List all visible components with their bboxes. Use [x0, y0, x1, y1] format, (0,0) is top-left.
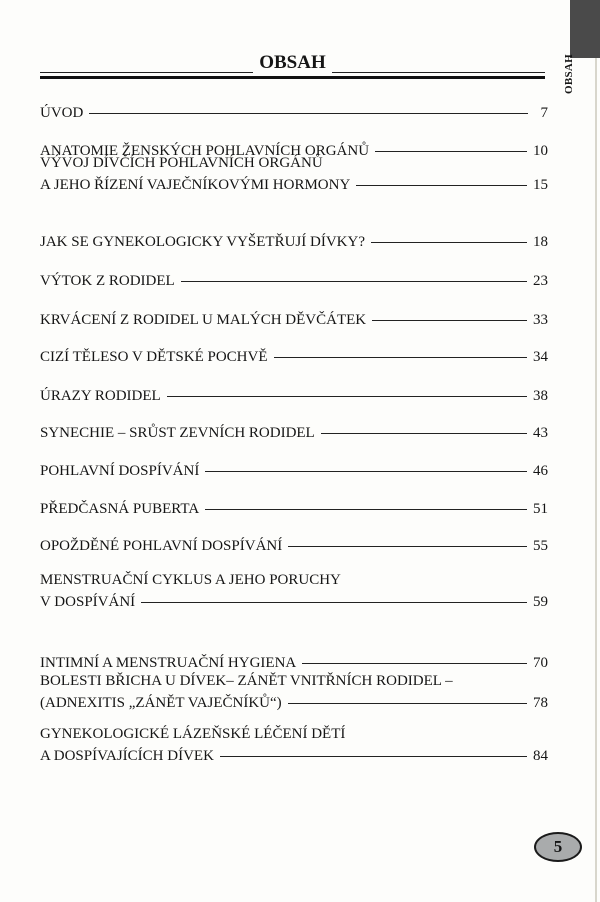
toc-entry-page: 78	[533, 695, 548, 711]
leader-line	[220, 756, 527, 757]
toc-entry-line	[40, 422, 548, 444]
toc-entry-title: VÝVOJ DÍVČÍCH POHLAVNÍCH ORGÁNŮ	[40, 155, 323, 171]
toc-entry[interactable]	[40, 569, 548, 613]
leader-line	[167, 396, 527, 397]
side-tab-label: OBSAH	[563, 53, 575, 94]
leader-line	[205, 509, 527, 510]
toc-entry-page: 43	[533, 425, 548, 441]
toc-entry[interactable]	[40, 102, 548, 124]
leader-line	[89, 113, 528, 114]
leader-line	[302, 663, 527, 664]
leader-line	[371, 242, 527, 243]
toc-entry[interactable]	[40, 670, 548, 714]
leader-line	[205, 471, 527, 472]
toc-entry-title: MENSTRUAČNÍ CYKLUS A JEHO PORUCHY	[40, 572, 341, 588]
toc-entry-title: A JEHO ŘÍZENÍ VAJEČNÍKOVÝMI HORMONY	[40, 177, 351, 193]
toc-entry-page: 84	[533, 748, 548, 764]
toc-entry-line	[40, 231, 548, 253]
toc-entry-title: CIZÍ TĚLESO V DĚTSKÉ POCHVĚ	[40, 349, 268, 365]
toc-entry-title: BOLESTI BŘICHA U DÍVEK– ZÁNĚT VNITŘNÍCH RODIDEL –	[40, 673, 453, 689]
toc-entry-line	[40, 692, 548, 714]
leader-line	[321, 433, 527, 434]
toc-entry-page: 33	[533, 312, 548, 328]
toc-entry-title: PŘEDČASNÁ PUBERTA	[40, 501, 200, 517]
toc-entry-line	[40, 723, 548, 745]
toc-entry-page: 46	[533, 463, 548, 479]
toc-entry-line	[40, 498, 548, 520]
leader-line	[356, 185, 527, 186]
toc-entry-title: GYNEKOLOGICKÉ LÁZEŇSKÉ LÉČENÍ DĚTÍ	[40, 726, 346, 742]
leader-line	[181, 281, 527, 282]
toc-entry-line	[40, 385, 548, 407]
toc-entry-title: KRVÁCENÍ Z RODIDEL U MALÝCH DĚVČÁTEK	[40, 312, 367, 328]
toc-entry-page: 55	[533, 538, 548, 554]
toc-entry[interactable]	[40, 346, 548, 368]
toc-entry-line	[40, 670, 548, 692]
page-number-badge: 5	[534, 832, 582, 862]
toc-entry-title: SYNECHIE – SRŮST ZEVNÍCH RODIDEL	[40, 425, 315, 441]
toc-entry-page: 70	[533, 655, 548, 671]
leader-line	[288, 546, 527, 547]
page-title: OBSAH	[253, 52, 332, 73]
thumb-index-tab	[570, 0, 600, 58]
toc-entry-page: 18	[533, 234, 548, 250]
toc-entry-line	[40, 535, 548, 557]
toc-entry[interactable]	[40, 152, 548, 196]
toc-entry-title: INTIMNÍ A MENSTRUAČNÍ HYGIENA	[40, 655, 297, 671]
toc-entry[interactable]	[40, 309, 548, 331]
toc-entry-title: ÚVOD	[40, 105, 84, 121]
toc-entry-title: POHLAVNÍ DOSPÍVÁNÍ	[40, 463, 200, 479]
toc-entry[interactable]	[40, 385, 548, 407]
toc-entry-line	[40, 346, 548, 368]
toc-entry-page: 15	[533, 177, 548, 193]
toc-entry[interactable]	[40, 498, 548, 520]
toc-entry-page: 59	[533, 594, 548, 610]
toc-entry[interactable]	[40, 422, 548, 444]
toc-entry-line	[40, 460, 548, 482]
toc-header	[40, 52, 545, 82]
toc-entry-line	[40, 152, 548, 174]
toc-entry-page: 51	[533, 501, 548, 517]
toc-entry[interactable]	[40, 460, 548, 482]
toc-entry[interactable]	[40, 535, 548, 557]
toc-entry-title: ÚRAZY RODIDEL	[40, 388, 161, 404]
toc-entry-line	[40, 569, 548, 591]
toc-entry-line	[40, 174, 548, 196]
leader-line	[288, 703, 527, 704]
toc-entry-title: A DOSPÍVAJÍCÍCH DÍVEK	[40, 748, 214, 764]
toc-entry-line	[40, 270, 548, 292]
toc-entry-line	[40, 745, 548, 767]
toc-entry-page: 7	[540, 105, 548, 121]
toc-entry[interactable]	[40, 231, 548, 253]
page-edge	[595, 58, 597, 902]
header-rule-thick	[40, 76, 545, 79]
toc-entry-line	[40, 591, 548, 613]
toc-entry-page: 10	[533, 143, 548, 159]
toc-entry[interactable]	[40, 270, 548, 292]
toc-entry-title: ANATOMIE ŽENSKÝCH POHLAVNÍCH ORGÁNŮ	[40, 143, 370, 159]
toc-entry-title: (ADNEXITIS „ZÁNĚT VAJEČNÍKŮ“)	[40, 695, 282, 711]
toc-entry-page: 38	[533, 388, 548, 404]
toc-entry-line	[40, 102, 548, 124]
toc-entry-title: OPOŽDĚNÉ POHLAVNÍ DOSPÍVÁNÍ	[40, 538, 283, 554]
toc-entry-page: 23	[533, 273, 548, 289]
toc-entry-title: V DOSPÍVÁNÍ	[40, 594, 136, 610]
toc-entry-line	[40, 309, 548, 331]
leader-line	[141, 602, 527, 603]
leader-line	[274, 357, 527, 358]
toc-entry-page: 34	[533, 349, 548, 365]
toc-entry-title: VÝTOK Z RODIDEL	[40, 273, 175, 289]
toc-entry-title: JAK SE GYNEKOLOGICKY VYŠETŘUJÍ DÍVKY?	[40, 234, 365, 250]
toc-entry[interactable]	[40, 723, 548, 767]
leader-line	[372, 320, 527, 321]
